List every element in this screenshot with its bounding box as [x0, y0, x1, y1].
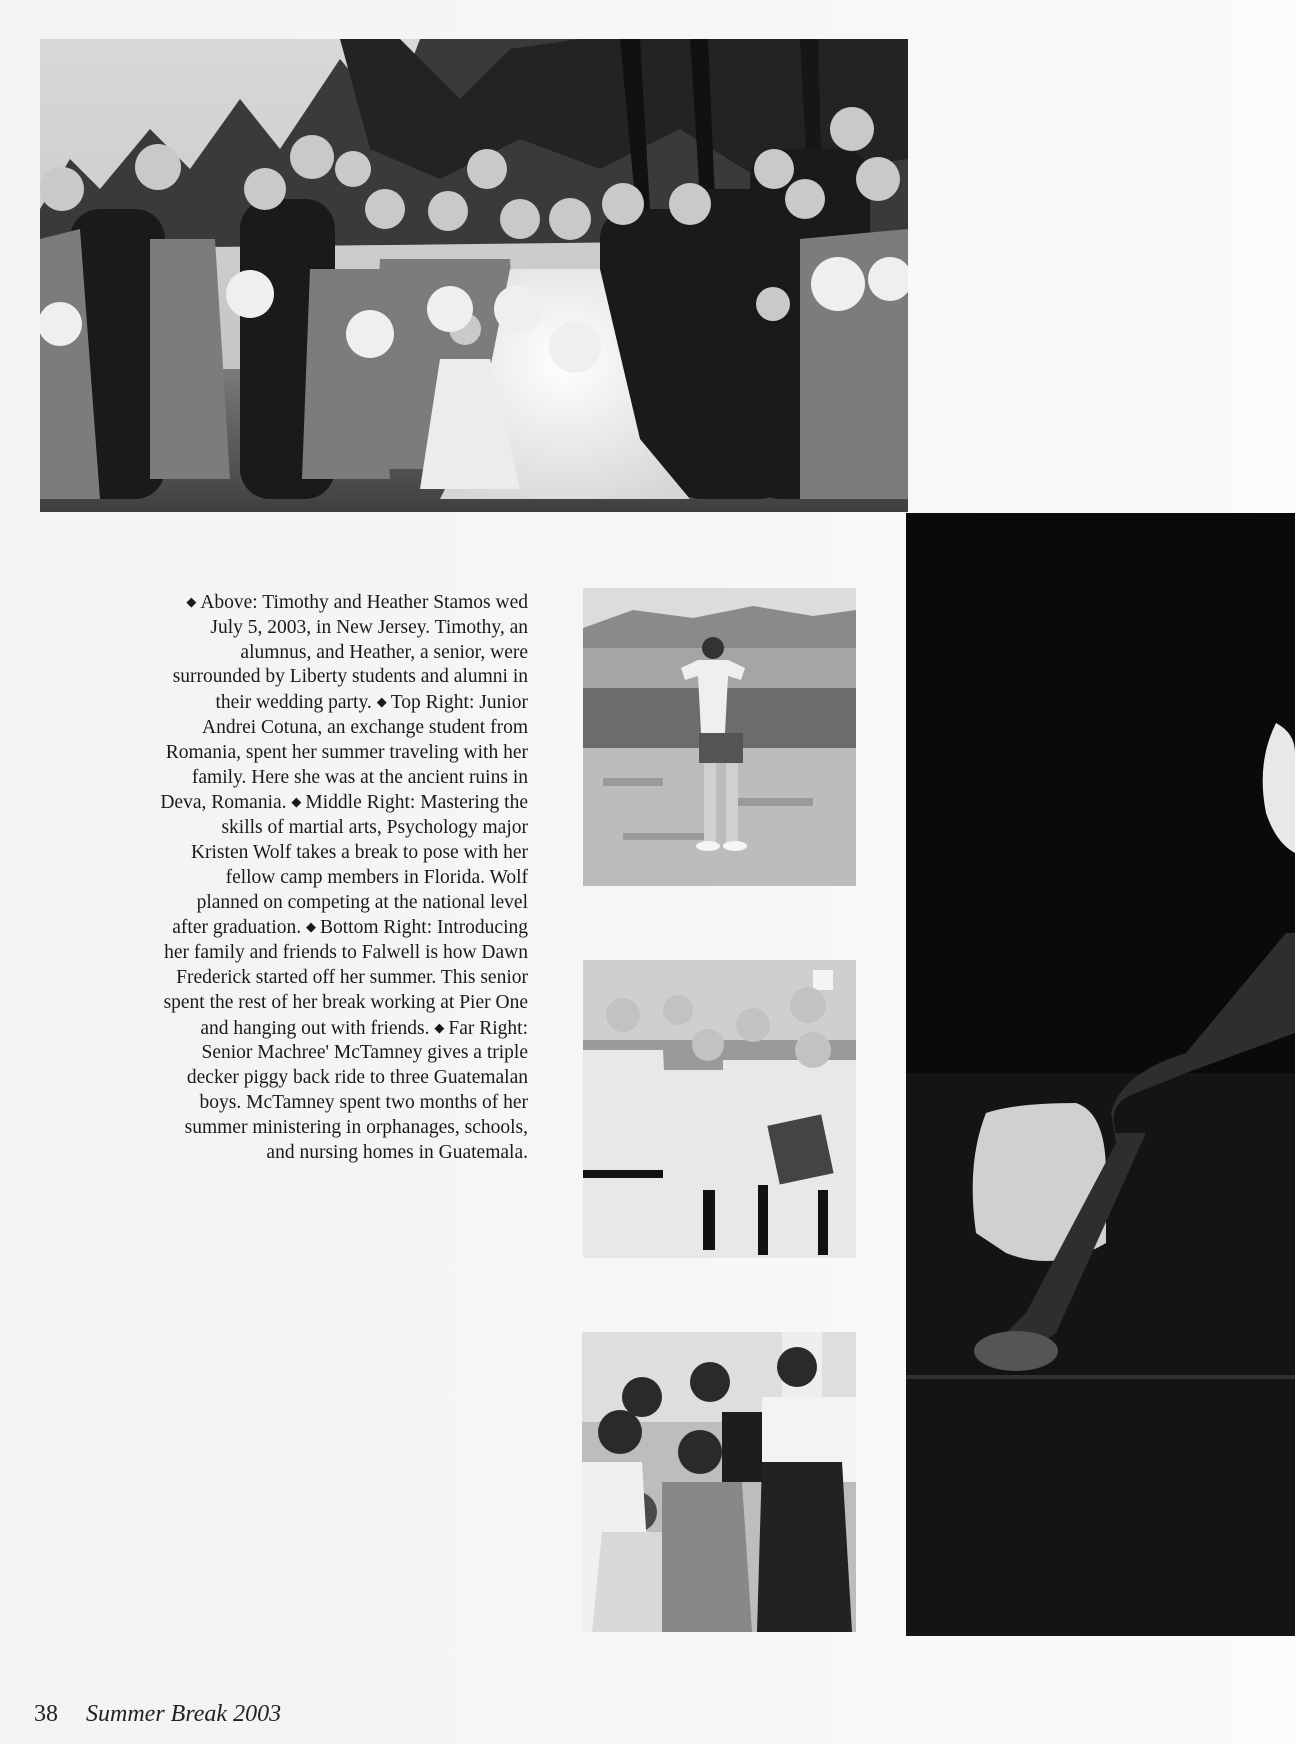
- caption-top-right-text: Top Right: Junior Andrei Cotuna, an exchange student from Romania, spent her summer traveling with her family. Here she was at the ancient ruins in Deva, Romania.: [160, 692, 528, 814]
- martial-arts-photo: [583, 960, 856, 1258]
- page-footer: [34, 1701, 281, 1728]
- deva-ruins-photo: [583, 588, 856, 886]
- caption-above-text: Above: Timothy and Heather Stamos wed July 5, 2003, in New Jersey. Timothy, an alumnus, and Heather, a senior, were surrounded by Liberty students and alumni in their wedding party.: [172, 592, 528, 714]
- diamond-bullet-icon: ◆: [434, 1019, 445, 1035]
- caption-far-right-text: Far Right: Senior Machree' McTamney gives a triple decker piggy back ride to three Guatemalan boys. McTamney spent two months of her summer ministering in orphanages, schools, and nursing homes in Guatemala.: [184, 1017, 528, 1163]
- diamond-bullet-icon: ◆: [291, 794, 302, 810]
- caption-bottom-right-text: Bottom Right: Introducing her family and friends to Falwell is how Dawn Frederick started off her summer. This senior spent the rest of her break working at Pier One and hanging out with friends.: [163, 917, 528, 1039]
- page-number: 38: [34, 1701, 58, 1727]
- caption-middle-right-text: Middle Right: Mastering the skills of martial arts, Psychology major Kristen Wolf takes a break to pose with her fellow camp members in Florida. Wolf planned on competing at the national level after graduation.: [172, 792, 528, 939]
- piggyback-ride-photo: [906, 513, 1295, 1636]
- photo-caption: [160, 590, 528, 1165]
- diamond-bullet-icon: ◆: [376, 694, 387, 710]
- family-photo: [582, 1332, 856, 1632]
- diamond-bullet-icon: ◆: [306, 919, 316, 935]
- caption-far-right: [185, 1018, 528, 1163]
- diamond-bullet-icon: ◆: [186, 594, 197, 609]
- wedding-party-photo: [40, 39, 908, 512]
- section-title: Summer Break 2003: [86, 1701, 282, 1727]
